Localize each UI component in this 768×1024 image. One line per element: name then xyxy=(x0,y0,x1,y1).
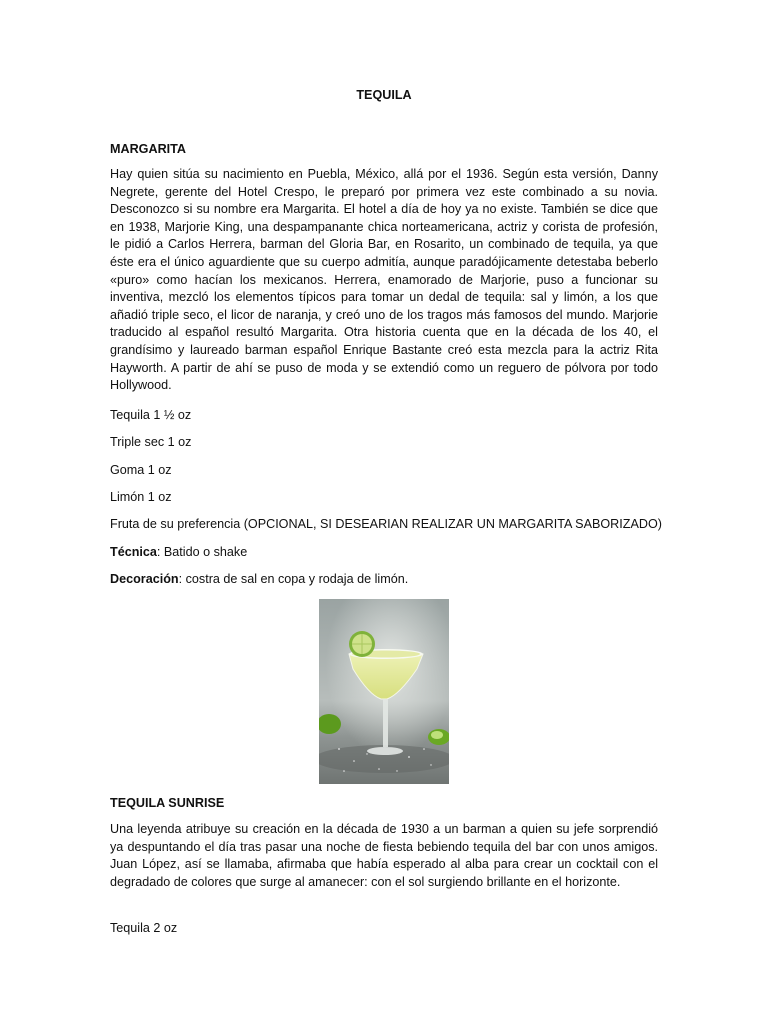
technique-value: : Batido o shake xyxy=(156,545,248,559)
technique-label: Técnica xyxy=(110,545,157,559)
ingredient-limon: Limón 1 oz xyxy=(110,490,172,504)
ingredient-tequila: Tequila 1 ½ oz xyxy=(110,408,192,422)
margarita-photo xyxy=(319,599,449,784)
decoration-value: : costra de sal en copa y rodaja de limón. xyxy=(178,572,409,586)
sunrise-ingredient-tequila: Tequila 2 oz xyxy=(110,921,178,935)
ingredient-fruta: Fruta de su preferencia (OPCIONAL, SI DESEARIAN REALIZAR UN MARGARITA SABORIZADO) xyxy=(110,517,662,531)
sunrise-story: Una leyenda atribuye su creación en la década de 1930 a un barman a quien su jefe sorprendió ya despuntando el día tras pasar una noche de fiesta bebiendo tequila del bar con unos amigos. Juan López, así se llamaba, afirmaba que había esperado al alba para crear un cocktail con el degradado de colores que surge al amanecer: con el sol surgiendo brillante en el horizonte. xyxy=(110,822,658,889)
margarita-story: Hay quien sitúa su nacimiento en Puebla, México, allá por el 1936. Según esta versión, Danny Negrete, gerente del Hotel Crespo, le preparó por primera vez este combinado a su novia. Desconozco si su nombre era Margarita. El hotel a día de hoy ya no existe. También se dice que en 1938, Marjorie King, una despampanante chica norteamericana, actriz y corista de profesión, le pidió a Carlos Herrera, barman del Gloria Bar, en Rosarito, un combinado de tequila, ya que éste era el único aguardiente que su cuerpo admitía, aunque paradójicamente detestaba beberlo «puro» como hacían los mexicanos. Herrera, enamorado de Marjorie, puso a funcionar su inventiva, mezcló los elementos típicos para tomar un dedal de tequila: sal y limón, a los que añadió triple seco, el licor de naranja, y creó uno de los tragos más famosos del mundo. Marjorie traducido al español resultó Margarita. Otra historia cuenta que en la década de los 40, el grandísimo y laureado barman español Enrique Bastante creó esta mezcla para la actriz Rita Hayworth. A partir de ahí se puso de moda y se extendió como un reguero de pólvora por todo Hollywood. xyxy=(110,167,658,393)
ingredient-triple-sec: Triple sec 1 oz xyxy=(110,435,192,449)
ingredient-goma: Goma 1 oz xyxy=(110,463,172,477)
decoration-label: Decoración xyxy=(110,572,179,586)
sunrise-heading: TEQUILA SUNRISE xyxy=(110,796,225,810)
decoration-line xyxy=(110,571,408,589)
document-title: TEQUILA xyxy=(356,88,412,102)
technique-line xyxy=(110,544,247,562)
margarita-heading: MARGARITA xyxy=(110,142,187,156)
